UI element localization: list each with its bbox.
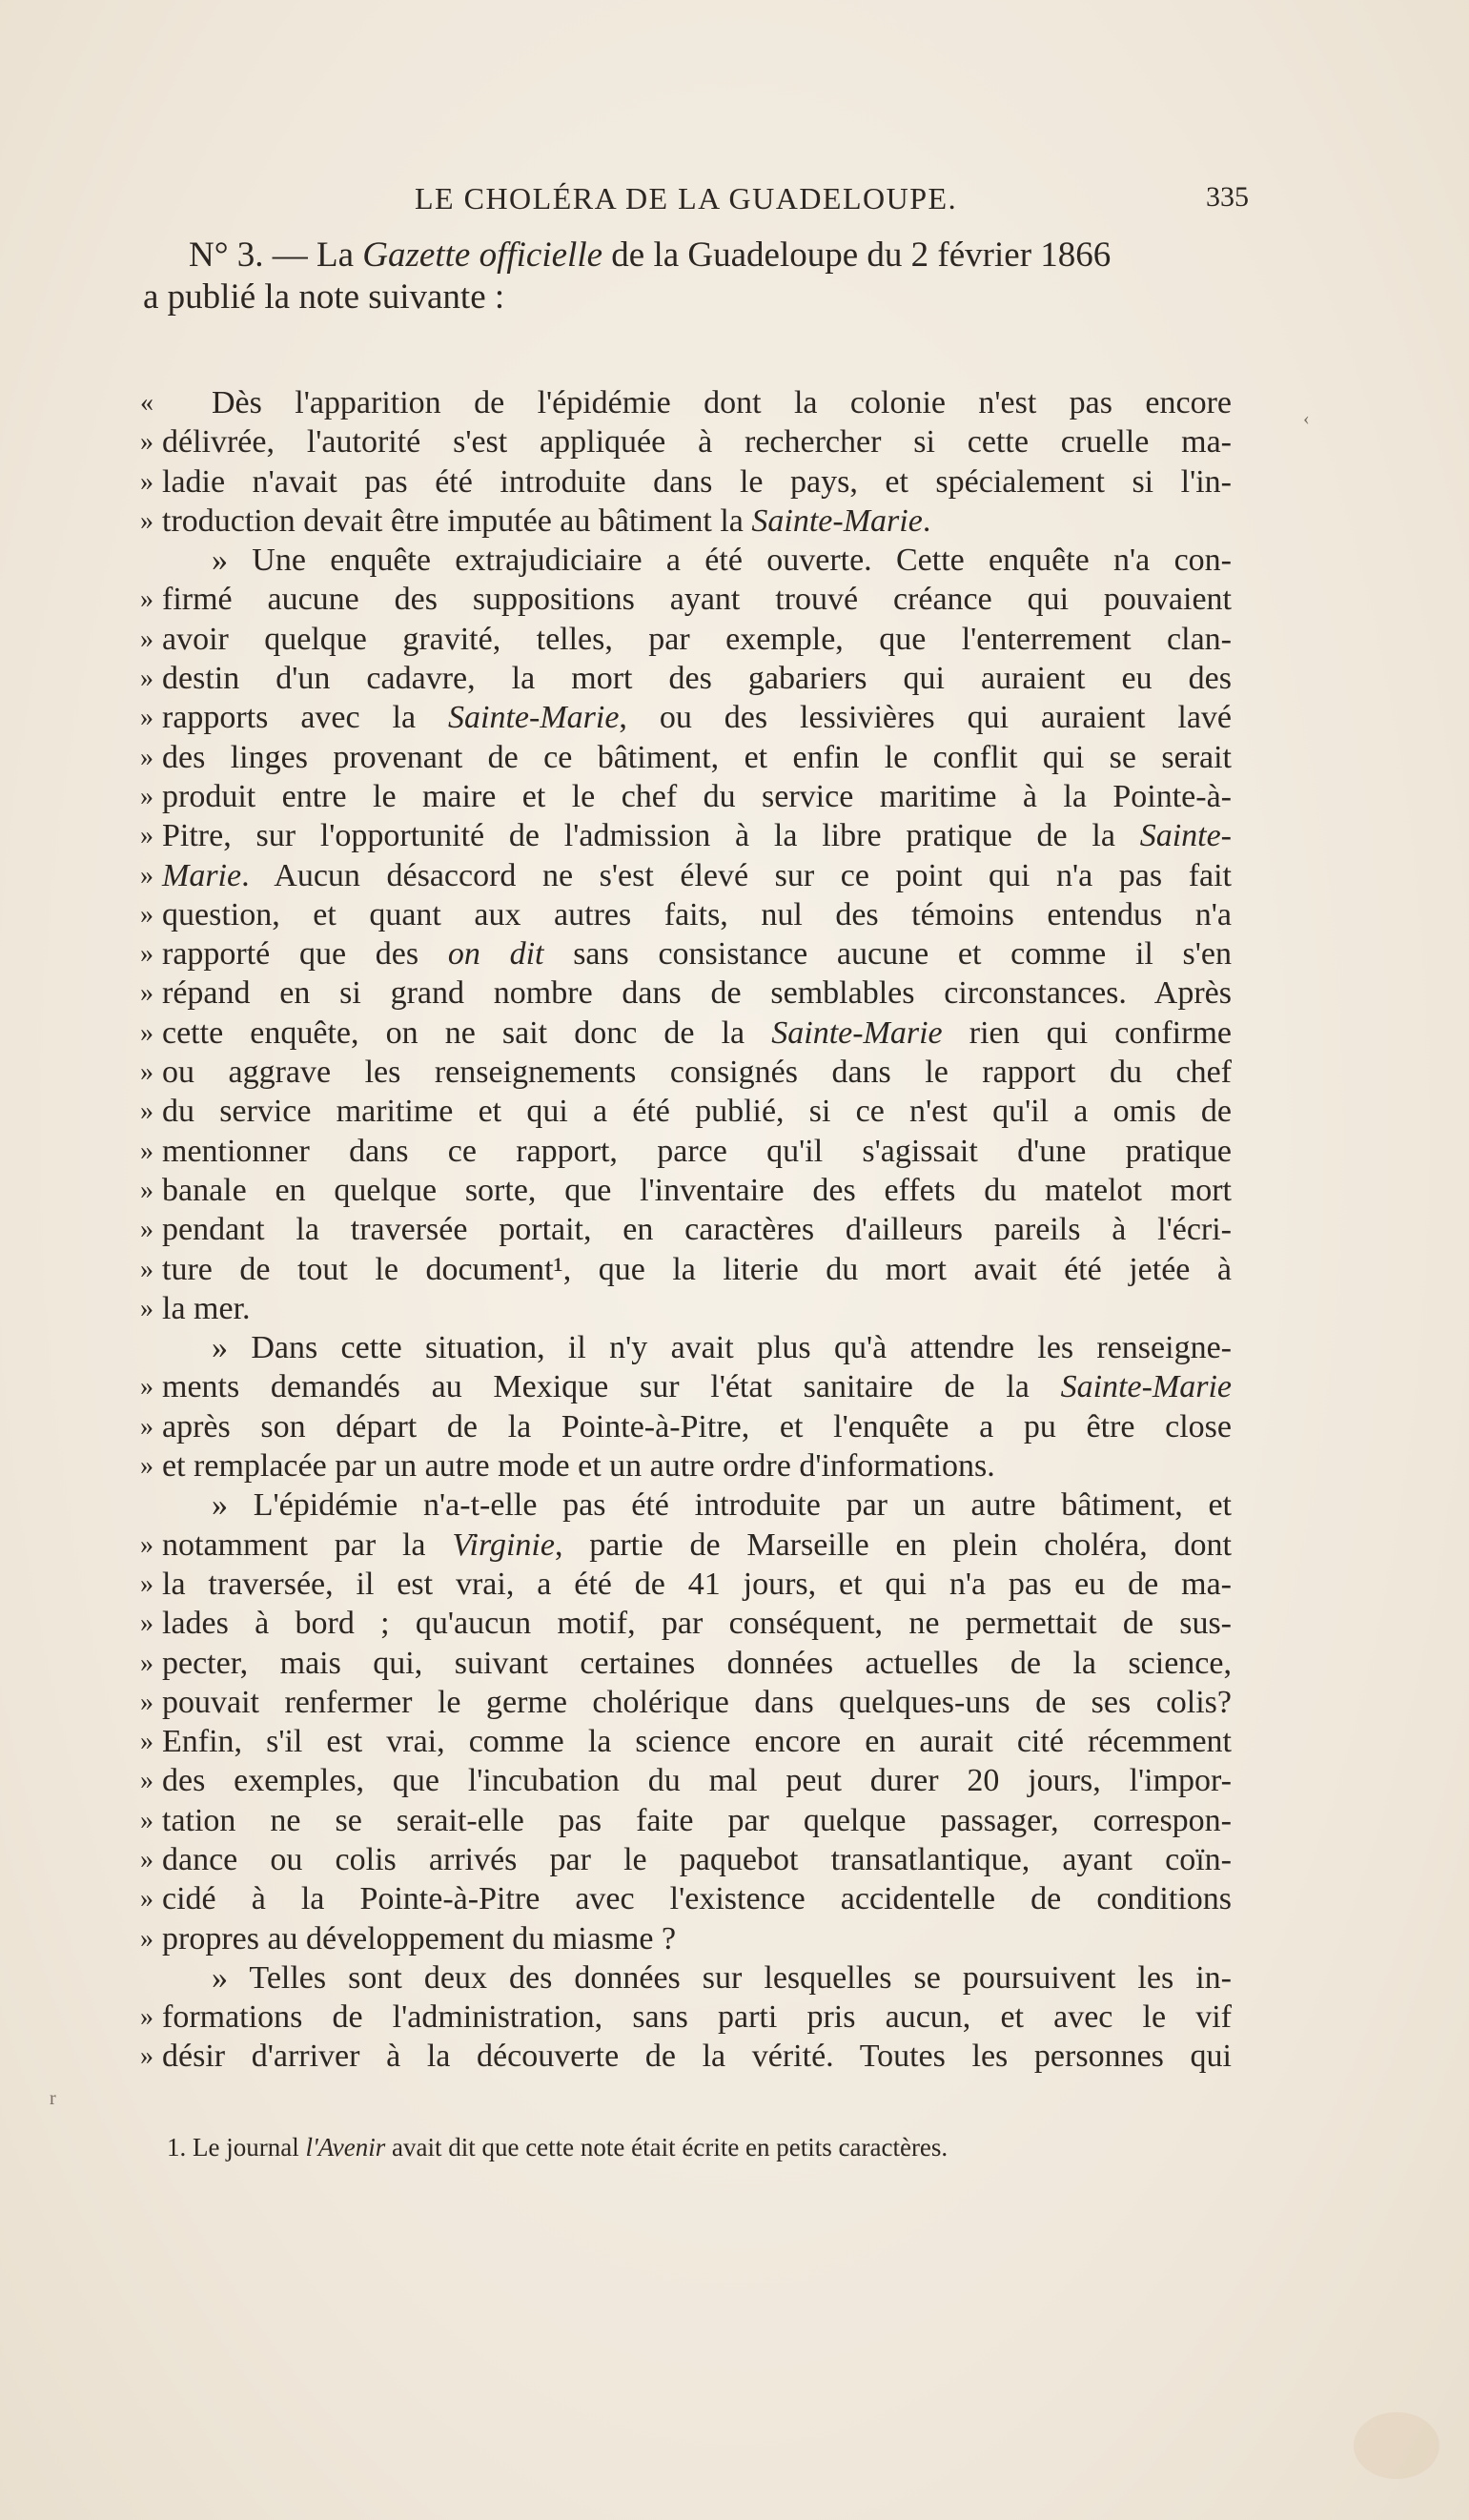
- line-text: notamment par la Virginie, partie de Marseille en plein choléra, dont: [162, 1526, 1232, 1563]
- text-line: [135, 738, 1232, 777]
- text-line: [135, 1171, 1232, 1210]
- text-line: [135, 1446, 1232, 1485]
- text-line: [135, 541, 1232, 580]
- line-text: Dès l'apparition de l'épidémie dont la colonie n'est pas encore: [212, 385, 1232, 420]
- guillemet-mark: »: [140, 1844, 153, 1875]
- line-text: pouvait renfermer le germe cholérique dans quelques-uns de ses colis?: [162, 1684, 1232, 1720]
- guillemet-mark: »: [140, 2041, 153, 2072]
- guillemet-mark: »: [140, 1136, 153, 1166]
- line-text: avoir quelque gravité, telles, par exemple, que l'enterrement clan-: [162, 621, 1232, 657]
- guillemet-mark: »: [140, 1017, 153, 1048]
- line-text: désir d'arriver à la découverte de la vérité. Toutes les personnes qui: [162, 2039, 1232, 2075]
- line-text: et remplacée par un autre mode et un autre ordre d'informations.: [162, 1448, 995, 1485]
- text-line: [135, 934, 1232, 973]
- guillemet-mark: »: [140, 1727, 153, 1757]
- text-line: [135, 895, 1232, 934]
- line-text: rapports avec la Sainte-Marie, ou des lessivières qui auraient lavé: [162, 700, 1232, 736]
- guillemet-mark: »: [140, 624, 153, 654]
- line-text: formations de l'administration, sans parti pris aucun, et avec le vif: [162, 1999, 1232, 2036]
- text-line: [135, 1761, 1232, 1800]
- guillemet-mark: »: [140, 1766, 153, 1796]
- line-text: » L'épidémie n'a-t-elle pas été introduite par un autre bâtiment, et: [212, 1487, 1232, 1524]
- text-line: [135, 1407, 1232, 1446]
- guillemet-mark: »: [140, 1451, 153, 1482]
- line-text: répand en si grand nombre dans de semblables circonstances. Après: [162, 975, 1232, 1012]
- line-text: » Une enquête extrajudiciaire a été ouverte. Cette enquête n'a con-: [212, 543, 1232, 579]
- guillemet-mark: »: [140, 427, 153, 458]
- text-line: [135, 1014, 1232, 1053]
- guillemet-mark: »: [140, 1411, 153, 1442]
- text-line: [135, 1565, 1232, 1604]
- line-text: des linges provenant de ce bâtiment, et enfin le conflit qui se serait: [162, 739, 1232, 775]
- italic-text: Sainte-Marie: [1060, 1369, 1232, 1405]
- line-text: firmé aucune des suppositions ayant trouvé créance qui pouvaient: [162, 582, 1232, 618]
- guillemet-mark: »: [140, 1175, 153, 1205]
- line-text: » Dans cette situation, il n'y avait plus qu'à attendre les renseigne-: [212, 1330, 1232, 1366]
- guillemet-mark: »: [140, 1096, 153, 1127]
- margin-mark: r: [50, 2088, 56, 2109]
- text-line: [135, 1210, 1232, 1249]
- italic-text: on dit: [447, 936, 544, 973]
- line-text: la traversée, il est vrai, a été de 41 jours, et qui n'a pas eu de ma-: [162, 1566, 1232, 1602]
- line-text: cidé à la Pointe-à-Pitre avec l'existence accidentelle de conditions: [162, 1881, 1232, 1917]
- guillemet-mark: »: [140, 939, 153, 970]
- text-line: [135, 1367, 1232, 1406]
- line-text: ments demandés au Mexique sur l'état sanitaire de la Sainte-Marie: [162, 1369, 1232, 1405]
- guillemet-mark: »: [140, 1884, 153, 1915]
- guillemet-mark: »: [140, 1568, 153, 1599]
- text-line: [135, 816, 1232, 855]
- text-line: [135, 1604, 1232, 1643]
- paper-stain: [1354, 2412, 1439, 2479]
- text-line: [135, 659, 1232, 698]
- text-line: [135, 777, 1232, 816]
- guillemet-mark: »: [140, 1608, 153, 1639]
- text-line: [135, 1958, 1232, 1998]
- guillemet-mark: »: [140, 1215, 153, 1245]
- guillemet-mark: »: [140, 1293, 153, 1323]
- gazette-title: Gazette officielle: [362, 236, 603, 275]
- guillemet-mark: »: [140, 1648, 153, 1678]
- running-title: LE CHOLÉRA DE LA GUADELOUPE.: [415, 181, 958, 215]
- intro-line-2: a publié la note suivante :: [143, 277, 505, 317]
- guillemet-mark: »: [140, 1529, 153, 1560]
- guillemet-mark: »: [140, 584, 153, 615]
- italic-text: Sainte-Marie: [771, 1014, 943, 1051]
- italic-text: Sainte-Marie: [448, 700, 620, 736]
- guillemet-mark: »: [140, 466, 153, 497]
- guillemet-mark: »: [140, 821, 153, 851]
- line-text: Marie. Aucun désaccord ne s'est élevé sur ce point qui n'a pas fait: [162, 857, 1232, 893]
- guillemet-mark: »: [140, 2002, 153, 2033]
- text-line: [135, 1801, 1232, 1840]
- line-text: mentionner dans ce rapport, parce qu'il s'agissait d'une pratique: [162, 1133, 1232, 1169]
- line-text: ou aggrave les renseignements consignés dans le rapport du chef: [162, 1055, 1232, 1091]
- guillemet-mark: »: [140, 1254, 153, 1284]
- text-line: [135, 1722, 1232, 1761]
- quoted-note: [135, 383, 1232, 2077]
- text-line: [135, 1092, 1232, 1131]
- text-line: [135, 1919, 1232, 1958]
- line-text: lades à bord ; qu'aucun motif, par conséquent, ne permettait de sus-: [162, 1606, 1232, 1642]
- line-text: ladie n'avait pas été introduite dans le pays, et spécialement si l'in-: [162, 463, 1232, 500]
- text-line: [135, 1998, 1232, 2037]
- guillemet-mark: »: [140, 781, 153, 811]
- line-text: destin d'un cadavre, la mort des gabariers qui auraient eu des: [162, 661, 1232, 697]
- line-text: du service maritime et qui a été publié, si ce n'est qu'il a omis de: [162, 1094, 1232, 1130]
- text-line: [135, 1879, 1232, 1918]
- guillemet-mark: »: [140, 1372, 153, 1403]
- intro-paragraph: [143, 235, 1230, 318]
- line-text: troduction devait être imputée au bâtiment la Sainte-Marie.: [162, 502, 931, 539]
- line-text: Pitre, sur l'opportunité de l'admission à la libre pratique de la Sainte-: [162, 818, 1232, 854]
- line-text: question, et quant aux autres faits, nul des témoins entendus n'a: [162, 896, 1232, 932]
- intro-line-1: N° 3. — La Gazette officielle de la Guadeloupe du 2 février 1866: [189, 236, 1112, 275]
- guillemet-mark: »: [140, 505, 153, 536]
- line-text: ture de tout le document¹, que la literie du mort avait été jetée à: [162, 1251, 1232, 1287]
- text-line: [135, 383, 1232, 422]
- text-line: [135, 973, 1232, 1013]
- guillemet-mark: »: [140, 860, 153, 891]
- text-line: [135, 1250, 1232, 1289]
- guillemet-mark: »: [140, 1805, 153, 1835]
- guillemet-mark: »: [140, 664, 153, 694]
- page-number: 335: [1206, 181, 1249, 213]
- line-text: pendant la traversée portait, en caractères d'ailleurs pareils à l'écri-: [162, 1212, 1232, 1248]
- italic-text: Virginie: [452, 1526, 555, 1563]
- line-text: Enfin, s'il est vrai, comme la science encore en aurait cité récemment: [162, 1724, 1232, 1760]
- text-line: [135, 1526, 1232, 1565]
- line-text: propres au développement du miasme ?: [162, 1920, 677, 1957]
- text-line: [135, 2037, 1232, 2076]
- guillemet-mark: »: [140, 703, 153, 733]
- italic-text: Marie: [162, 857, 242, 893]
- line-text: après son départ de la Pointe-à-Pitre, et l'enquête a pu être close: [162, 1408, 1232, 1444]
- line-text: produit entre le maire et le chef du service maritime à la Pointe-à-: [162, 778, 1232, 814]
- line-text: cette enquête, on ne sait donc de la Sainte-Marie rien qui confirme: [162, 1014, 1232, 1051]
- text-line: [135, 1485, 1232, 1525]
- italic-text: Sainte-Marie: [751, 502, 923, 539]
- text-line: [135, 1683, 1232, 1722]
- text-line: [135, 580, 1232, 619]
- text-line: [135, 698, 1232, 737]
- line-text: des exemples, que l'incubation du mal peut durer 20 jours, l'impor-: [162, 1763, 1232, 1799]
- line-text: rapporté que des on dit sans consistance aucune et comme il s'en: [162, 936, 1232, 973]
- guillemet-mark: »: [140, 899, 153, 930]
- guillemet-mark: «: [140, 388, 153, 418]
- text-line: [135, 1053, 1232, 1092]
- text-line: [135, 1289, 1232, 1328]
- guillemet-mark: »: [140, 1057, 153, 1088]
- line-text: tation ne se serait-elle pas faite par quelque passager, correspon-: [162, 1802, 1232, 1838]
- text-line: [135, 502, 1232, 541]
- line-text: pecter, mais qui, suivant certaines données actuelles de la science,: [162, 1645, 1232, 1681]
- guillemet-mark: »: [140, 742, 153, 772]
- margin-mark: ‹: [1303, 408, 1310, 429]
- page-header: [143, 181, 1249, 223]
- text-line: [135, 856, 1232, 895]
- text-line: [135, 1644, 1232, 1683]
- guillemet-mark: »: [140, 1687, 153, 1717]
- line-text: délivrée, l'autorité s'est appliquée à rechercher si cette cruelle ma-: [162, 424, 1232, 461]
- line-text: la mer.: [162, 1290, 251, 1326]
- text-line: [135, 1840, 1232, 1879]
- line-text: banale en quelque sorte, que l'inventaire des effets du matelot mort: [162, 1172, 1232, 1208]
- guillemet-mark: »: [140, 978, 153, 1009]
- text-line: [135, 1132, 1232, 1171]
- line-text: » Telles sont deux des données sur lesquelles se poursuivent les in-: [212, 1959, 1232, 1996]
- text-line: [135, 422, 1232, 461]
- text-line: [135, 1328, 1232, 1367]
- guillemet-mark: »: [140, 1923, 153, 1954]
- line-text: dance ou colis arrivés par le paquebot transatlantique, ayant coïn-: [162, 1841, 1232, 1877]
- text-line: [135, 620, 1232, 659]
- italic-text: Sainte-: [1139, 818, 1232, 854]
- footnote: 1. Le journal l'Avenir avait dit que cette note était écrite en petits caractères.: [167, 2133, 949, 2161]
- text-line: [135, 462, 1232, 502]
